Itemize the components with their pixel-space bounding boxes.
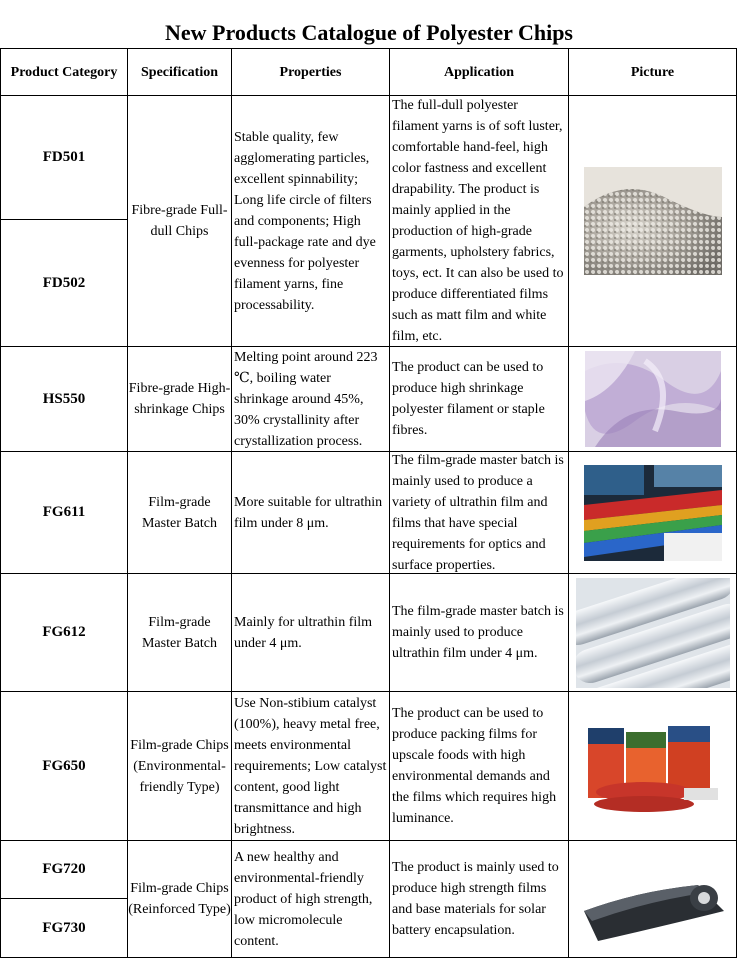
picture-cell bbox=[569, 96, 737, 347]
properties-cell: More suitable for ultrathin film under 8 μm. bbox=[232, 452, 390, 574]
header-product-category: Product Category bbox=[1, 49, 128, 96]
specification-cell: Fibre-grade High-shrinkage Chips bbox=[128, 347, 232, 452]
product-code-fg730: FG730 bbox=[1, 899, 128, 958]
picture-cell bbox=[569, 347, 737, 452]
specification-cell: Fibre-grade Full-dull Chips bbox=[128, 96, 232, 347]
colored-film-rolls-image bbox=[584, 465, 722, 561]
page-title: New Products Catalogue of Polyester Chips bbox=[165, 20, 573, 45]
header-application: Application bbox=[390, 49, 569, 96]
product-code-fd501: FD501 bbox=[1, 96, 128, 220]
header-specification: Specification bbox=[128, 49, 232, 96]
properties-cell: A new healthy and environmental-friendly product of high strength, low micromolecule content. bbox=[232, 841, 390, 958]
application-cell: The film-grade master batch is mainly used to produce a variety of ultrathin film and films that have special requirements for optics and surface properties. bbox=[390, 452, 569, 574]
properties-cell: Stable quality, few agglomerating particles, excellent spinnability; Long life circle of filters and components; High full-package rate and dye evenness for polyester filament yarns, fine processability. bbox=[232, 96, 390, 347]
product-code-fd502: FD502 bbox=[1, 220, 128, 347]
clear-film-rolls-image bbox=[576, 578, 730, 688]
food-packaging-image bbox=[584, 718, 722, 814]
header-picture: Picture bbox=[569, 49, 737, 96]
product-code-hs550: HS550 bbox=[1, 347, 128, 452]
specification-cell: Film-grade Master Batch bbox=[128, 574, 232, 692]
properties-cell: Mainly for ultrathin film under 4 μm. bbox=[232, 574, 390, 692]
polyester-chips-image bbox=[584, 167, 722, 275]
properties-cell: Melting point around 223 ℃, boiling water shrinkage around 45%, 30% crystallinity after crystallization process. bbox=[232, 347, 390, 452]
application-cell: The full-dull polyester filament yarns is of soft luster, comfortable hand-feel, high color fastness and excellent drapability. The product is mainly applied in the production of high-grade garments, upholstery fabrics, toys, ect. It can also be used to produce differentiated films such as matt film and white film, etc. bbox=[390, 96, 569, 347]
picture-cell bbox=[569, 692, 737, 841]
product-code-fg612: FG612 bbox=[1, 574, 128, 692]
specification-cell: Film-grade Chips (Environmental-friendly Type) bbox=[128, 692, 232, 841]
product-code-fg720: FG720 bbox=[1, 841, 128, 899]
application-cell: The product can be used to produce high shrinkage polyester filament or staple fibres. bbox=[390, 347, 569, 452]
sheer-fabric-image bbox=[585, 351, 721, 447]
application-cell: The film-grade master batch is mainly used to produce ultrathin film under 4 μm. bbox=[390, 574, 569, 692]
specification-cell: Film-grade Chips (Reinforced Type) bbox=[128, 841, 232, 958]
picture-cell bbox=[569, 452, 737, 574]
specification-cell: Film-grade Master Batch bbox=[128, 452, 232, 574]
header-properties: Properties bbox=[232, 49, 390, 96]
product-code-fg650: FG650 bbox=[1, 692, 128, 841]
properties-cell: Use Non-stibium catalyst (100%), heavy metal free, meets environmental requirements; Low catalyst content, good light transmittance and high brightness. bbox=[232, 692, 390, 841]
application-cell: The product can be used to produce packing films for upscale foods with high environmental demands and the films which requires high luminance. bbox=[390, 692, 569, 841]
application-cell: The product is mainly used to produce high strength films and base materials for solar battery encapsulation. bbox=[390, 841, 569, 958]
dark-film-roll-image bbox=[578, 851, 728, 947]
picture-cell bbox=[569, 841, 737, 958]
product-code-fg611: FG611 bbox=[1, 452, 128, 574]
picture-cell bbox=[569, 574, 737, 692]
